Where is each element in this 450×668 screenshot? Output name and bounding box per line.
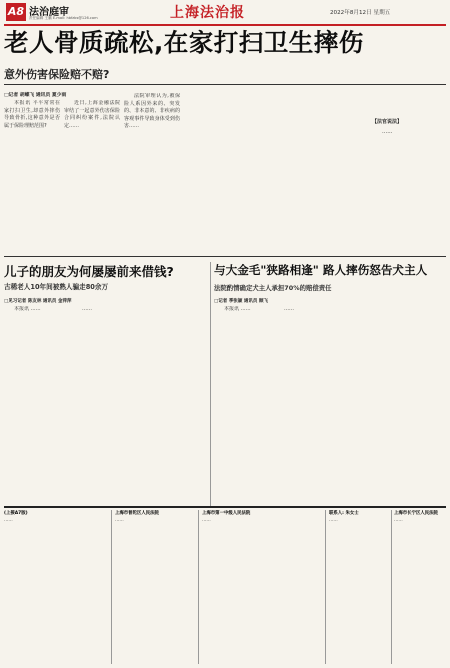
story-two-headline: 儿子的朋友为何屡屡前来借钱?: [4, 264, 174, 279]
listing-title: 联系人: 朱女士: [329, 511, 359, 516]
lead-paragraph: 本报讯 平平常常在家打扫卫生,却意外摔伤导致骨折,这种意外是否属于保险理赔范围?: [4, 100, 60, 129]
editorial-paragraph: ……: [382, 129, 393, 135]
listing-title: 上海市第一中级人民法院: [202, 511, 251, 516]
listing-column-4: [329, 510, 389, 664]
listing-title: (上接A7版): [4, 511, 28, 516]
story-two-paragraph: 本报讯 ……: [14, 306, 41, 312]
editorial-column: [372, 128, 446, 252]
listing-title: 上海市普陀区人民法院: [115, 511, 159, 516]
story-three-headline: 与大金毛"狭路相逢" 路人摔伤怒告犬主人: [214, 263, 428, 277]
story-two-paragraph: ……: [82, 306, 92, 312]
editorial-label: 【法官说法】: [372, 119, 403, 125]
masthead-logo: 上海法治报: [170, 5, 245, 21]
column-divider: [210, 262, 211, 506]
story-three-column-1: [214, 306, 270, 502]
page-code: A8: [7, 5, 25, 18]
section-title: 法治庭审: [29, 7, 69, 18]
listing-column-1: [4, 510, 108, 664]
listing-column-3: [202, 510, 322, 664]
listing-body: ……: [4, 518, 13, 523]
listing-divider: [198, 510, 199, 664]
header-rule: [4, 24, 446, 26]
listing-body: ……: [202, 518, 211, 523]
listing-title: 上海市长宁区人民法院: [394, 511, 438, 516]
lead-column-1: [4, 100, 60, 252]
listing-divider: [391, 510, 392, 664]
issue-date: 2022年8月12日 星期五: [330, 10, 391, 16]
story-two-byline: □见习记者 陈友林 通讯员 金萍萍: [4, 299, 72, 304]
lead-paragraph: 法院审理认为,被保险人系因外来的、突发的、非本意的、非疾病的客观事件导致身体受到伤害……: [124, 93, 180, 130]
story-two-subhead: 古稀老人10年间被熟人骗走80余万: [4, 283, 109, 291]
page-header: [0, 0, 450, 26]
story-three-byline: □记者 季张颖 通讯员 顾飞: [214, 299, 268, 304]
section-rule: [4, 256, 446, 257]
lead-byline: □记者 胡蝶飞 通讯员 夏少雨: [4, 93, 67, 98]
lead-column-2: [64, 100, 120, 252]
story-three-paragraph: 本报讯 ……: [224, 306, 251, 312]
listing-divider: [325, 510, 326, 664]
lead-headline: 老人骨质疏松,在家打扫卫生摔伤: [4, 28, 364, 57]
story-three-paragraph: ……: [284, 306, 294, 312]
lead-column-3: [124, 93, 180, 252]
listing-body: ……: [394, 518, 403, 523]
lead-rule: [4, 84, 446, 85]
editor-line: 责任编辑 王鹏 E-mail: hbfzbs@126.com: [29, 16, 98, 20]
listing-body: ……: [329, 518, 338, 523]
story-three-subhead: 法院酌情确定犬主人承担70%的赔偿责任: [214, 284, 332, 292]
listing-column-2: [115, 510, 195, 664]
story-three-column-2: [274, 306, 330, 502]
listings-rule: [4, 506, 446, 508]
story-two-column-1: [4, 306, 68, 502]
listing-body: ……: [115, 518, 124, 523]
listing-divider: [111, 510, 112, 664]
lead-paragraph: 近日,上海金融法院审结了一起意外伤害保险合同纠纷案件,法院认定……: [64, 100, 120, 129]
lead-subhead: 意外伤害保险赔不赔?: [4, 68, 110, 81]
listing-column-5: [394, 510, 446, 664]
story-two-column-2: [72, 306, 136, 502]
